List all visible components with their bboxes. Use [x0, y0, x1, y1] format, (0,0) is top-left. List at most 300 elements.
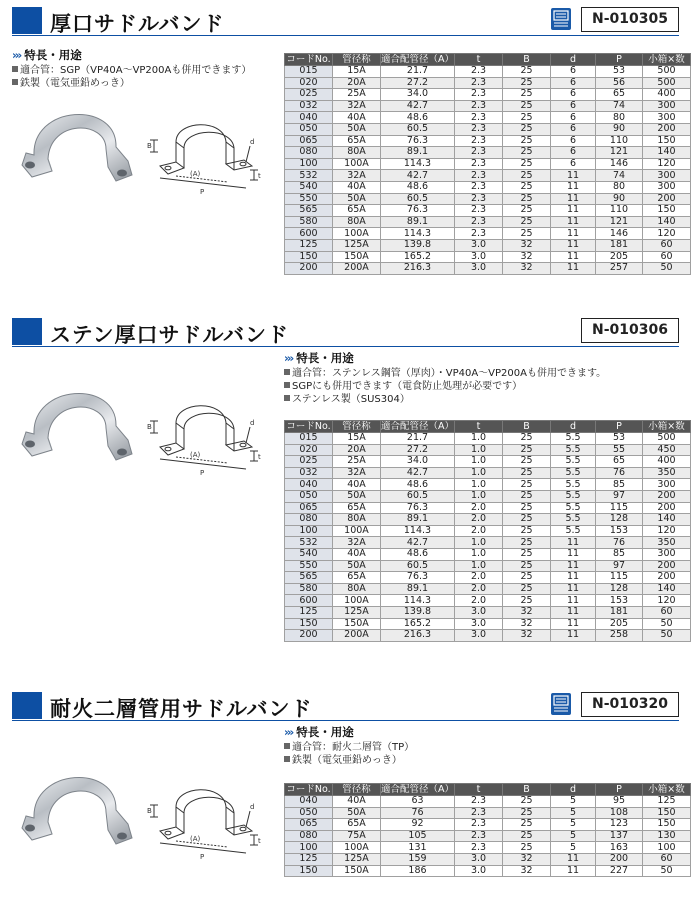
code-cell: 050 — [285, 490, 333, 502]
code-cell: 065 — [285, 819, 333, 831]
code-cell: 532 — [285, 170, 333, 182]
bullet-square-icon — [284, 395, 290, 401]
code-cell: 025 — [285, 89, 333, 101]
table-cell: 32A — [333, 467, 381, 479]
dimension-diagram — [146, 112, 264, 206]
table-cell: 25 — [503, 444, 551, 456]
table-row — [285, 618, 691, 630]
table-cell: 50 — [643, 865, 691, 877]
table-cell: 11 — [551, 865, 596, 877]
table-row — [285, 537, 691, 549]
code-cell: 040 — [285, 479, 333, 491]
table-cell: 11 — [551, 216, 596, 228]
table-cell: 11 — [551, 853, 596, 865]
table-cell: 48.6 — [381, 479, 455, 491]
code-cell: 025 — [285, 456, 333, 468]
table-cell: 40A — [333, 796, 381, 808]
code-cell: 080 — [285, 830, 333, 842]
certification-mark-icon — [551, 8, 571, 30]
table-cell: 63 — [381, 796, 455, 808]
table-cell: 11 — [551, 239, 596, 251]
table-cell: 11 — [551, 595, 596, 607]
table-cell: 100A — [333, 842, 381, 854]
table-cell: 137 — [596, 830, 643, 842]
table-cell: 2.3 — [455, 135, 503, 147]
table-cell: 65A — [333, 819, 381, 831]
table-row — [285, 251, 691, 263]
chevron-right-icon: ››› — [12, 48, 21, 62]
table-cell: 121 — [596, 147, 643, 159]
feature-item — [12, 64, 251, 77]
table-cell: 25 — [503, 205, 551, 217]
code-cell: 040 — [285, 112, 333, 124]
table-cell: 55 — [596, 444, 643, 456]
title-accent-bar — [12, 692, 42, 719]
product-section — [0, 692, 691, 876]
table-cell: 76 — [381, 807, 455, 819]
table-row — [285, 433, 691, 445]
table-cell: 50A — [333, 560, 381, 572]
table-cell: 80A — [333, 147, 381, 159]
product-code: N-010305 — [581, 7, 679, 32]
table-cell: 120 — [643, 525, 691, 537]
table-cell: 25A — [333, 456, 381, 468]
table-cell: 2.3 — [455, 842, 503, 854]
table-cell: 89.1 — [381, 147, 455, 159]
column-header: t — [455, 421, 503, 433]
table-cell: 11 — [551, 548, 596, 560]
table-cell: 76 — [596, 467, 643, 479]
dim-label-d: d — [250, 138, 255, 146]
feature-text: 鉄製（電気亜鉛めっき） — [20, 78, 130, 89]
dim-label-p: P — [200, 469, 205, 477]
table-cell: 60 — [643, 606, 691, 618]
table-cell: 128 — [596, 583, 643, 595]
column-header: 小箱×数 — [643, 784, 691, 796]
table-cell: 2.3 — [455, 100, 503, 112]
table-cell: 11 — [551, 181, 596, 193]
table-cell: 90 — [596, 123, 643, 135]
feature-text: 適合管：耐火二層管（TP） — [292, 742, 415, 753]
table-cell: 25 — [503, 807, 551, 819]
table-row — [285, 216, 691, 228]
table-cell: 32 — [503, 606, 551, 618]
table-cell: 92 — [381, 819, 455, 831]
code-cell: 125 — [285, 239, 333, 251]
table-row — [285, 263, 691, 275]
table-row — [285, 444, 691, 456]
table-cell: 11 — [551, 263, 596, 275]
table-cell: 300 — [643, 170, 691, 182]
table-row — [285, 147, 691, 159]
product-photo — [12, 748, 142, 862]
table-cell: 125A — [333, 239, 381, 251]
table-cell: 5 — [551, 796, 596, 808]
section-title: 耐火二層管用サドルバンド — [50, 697, 313, 721]
table-cell: 2.3 — [455, 830, 503, 842]
table-cell: 120 — [643, 595, 691, 607]
table-row — [285, 560, 691, 572]
table-cell: 2.0 — [455, 525, 503, 537]
table-cell: 65 — [596, 89, 643, 101]
code-cell: 125 — [285, 853, 333, 865]
table-cell: 125A — [333, 853, 381, 865]
table-cell: 85 — [596, 479, 643, 491]
table-cell: 32 — [503, 251, 551, 263]
table-row — [285, 572, 691, 584]
column-header: コードNo. — [286, 784, 331, 795]
table-cell: 100A — [333, 228, 381, 240]
table-cell: 50A — [333, 490, 381, 502]
feature-list — [284, 726, 414, 767]
table-cell: 1.0 — [455, 467, 503, 479]
code-cell: 065 — [285, 502, 333, 514]
table-row — [285, 77, 691, 89]
table-cell: 34.0 — [381, 456, 455, 468]
table-cell: 25 — [503, 467, 551, 479]
table-row — [285, 205, 691, 217]
bullet-square-icon — [284, 743, 290, 749]
table-cell: 200 — [643, 123, 691, 135]
section-header — [12, 7, 679, 37]
table-cell: 11 — [551, 618, 596, 630]
table-cell: 150 — [643, 135, 691, 147]
table-cell: 25 — [503, 228, 551, 240]
column-header: B — [503, 784, 551, 796]
table-cell: 300 — [643, 548, 691, 560]
table-cell: 1.0 — [455, 479, 503, 491]
table-cell: 3.0 — [455, 865, 503, 877]
table-cell: 80A — [333, 216, 381, 228]
feature-heading-label: 特長・用途 — [296, 725, 354, 739]
dim-label-d: d — [250, 803, 255, 811]
table-cell: 205 — [596, 618, 643, 630]
code-cell: 150 — [285, 618, 333, 630]
feature-item — [284, 393, 606, 406]
column-header: B — [503, 421, 551, 433]
table-cell: 350 — [643, 467, 691, 479]
table-cell: 2.0 — [455, 595, 503, 607]
column-header: コードNo. — [286, 54, 331, 65]
code-cell: 550 — [285, 560, 333, 572]
table-cell: 5.5 — [551, 433, 596, 445]
table-cell: 80 — [596, 112, 643, 124]
table-cell: 32A — [333, 100, 381, 112]
table-cell: 50A — [333, 123, 381, 135]
table-cell: 159 — [381, 853, 455, 865]
table-cell: 6 — [551, 147, 596, 159]
table-cell: 200 — [643, 490, 691, 502]
bullet-square-icon — [284, 369, 290, 375]
table-row — [285, 502, 691, 514]
table-cell: 6 — [551, 66, 596, 78]
table-cell: 139.8 — [381, 239, 455, 251]
column-header: 適合配管径（A） — [381, 54, 454, 65]
table-row — [285, 842, 691, 854]
table-cell: 200 — [643, 193, 691, 205]
table-cell: 48.6 — [381, 548, 455, 560]
table-cell: 2.3 — [455, 205, 503, 217]
table-cell: 258 — [596, 630, 643, 642]
table-cell: 150 — [643, 205, 691, 217]
table-header-row — [285, 54, 691, 66]
code-cell: 580 — [285, 216, 333, 228]
feature-text: SGPにも併用できます（電食防止処理が必要です） — [292, 381, 523, 392]
dim-label-t: t — [258, 453, 261, 461]
table-cell: 65A — [333, 205, 381, 217]
table-cell: 5.5 — [551, 456, 596, 468]
table-cell: 27.2 — [381, 77, 455, 89]
table-cell: 65A — [333, 135, 381, 147]
table-row — [285, 796, 691, 808]
column-header: d — [551, 421, 596, 433]
table-cell: 114.3 — [381, 525, 455, 537]
table-cell: 11 — [551, 606, 596, 618]
table-row — [285, 123, 691, 135]
table-cell: 6 — [551, 135, 596, 147]
table-cell: 5.5 — [551, 467, 596, 479]
table-cell: 11 — [551, 537, 596, 549]
table-cell: 25 — [503, 158, 551, 170]
table-cell: 25 — [503, 112, 551, 124]
table-header-row — [285, 784, 691, 796]
table-cell: 500 — [643, 433, 691, 445]
code-cell: 565 — [285, 572, 333, 584]
table-cell: 3.0 — [455, 618, 503, 630]
code-cell: 080 — [285, 147, 333, 159]
table-cell: 2.3 — [455, 158, 503, 170]
table-cell: 300 — [643, 100, 691, 112]
table-header-row — [285, 421, 691, 433]
code-cell: 540 — [285, 181, 333, 193]
table-cell: 186 — [381, 865, 455, 877]
table-cell: 3.0 — [455, 853, 503, 865]
code-cell: 020 — [285, 444, 333, 456]
code-cell: 600 — [285, 595, 333, 607]
table-cell: 1.0 — [455, 490, 503, 502]
table-cell: 2.3 — [455, 112, 503, 124]
table-cell: 65A — [333, 572, 381, 584]
table-cell: 400 — [643, 456, 691, 468]
table-cell: 450 — [643, 444, 691, 456]
table-cell: 11 — [551, 583, 596, 595]
code-cell: 050 — [285, 807, 333, 819]
section-title: 厚口サドルバンド — [50, 12, 225, 36]
table-cell: 32 — [503, 853, 551, 865]
table-cell: 60 — [643, 239, 691, 251]
table-cell: 53 — [596, 66, 643, 78]
table-row — [285, 595, 691, 607]
table-cell: 150A — [333, 251, 381, 263]
table-cell: 150 — [643, 819, 691, 831]
table-row — [285, 490, 691, 502]
feature-heading-label: 特長・用途 — [24, 48, 82, 62]
table-cell: 150A — [333, 618, 381, 630]
table-cell: 200 — [643, 572, 691, 584]
feature-item — [284, 380, 606, 393]
code-cell: 100 — [285, 525, 333, 537]
table-cell: 89.1 — [381, 216, 455, 228]
table-cell: 65A — [333, 502, 381, 514]
table-row — [285, 100, 691, 112]
table-cell: 139.8 — [381, 606, 455, 618]
table-cell: 163 — [596, 842, 643, 854]
table-cell: 25 — [503, 796, 551, 808]
column-header: B — [503, 54, 551, 66]
product-section — [0, 318, 691, 641]
table-cell: 76.3 — [381, 572, 455, 584]
table-cell: 5.5 — [551, 525, 596, 537]
feature-text: 適合管：SGP（VP40A～VP200Aも併用できます） — [20, 65, 252, 76]
table-cell: 6 — [551, 89, 596, 101]
feature-heading — [12, 49, 251, 62]
table-cell: 205 — [596, 251, 643, 263]
table-cell: 120 — [643, 228, 691, 240]
table-cell: 2.0 — [455, 583, 503, 595]
table-cell: 2.3 — [455, 77, 503, 89]
table-row — [285, 228, 691, 240]
table-cell: 114.3 — [381, 158, 455, 170]
certification-mark-icon — [551, 693, 571, 715]
table-cell: 40A — [333, 112, 381, 124]
table-cell: 21.7 — [381, 433, 455, 445]
table-cell: 25 — [503, 830, 551, 842]
code-cell: 540 — [285, 548, 333, 560]
table-cell: 110 — [596, 205, 643, 217]
code-cell: 565 — [285, 205, 333, 217]
table-cell: 300 — [643, 112, 691, 124]
table-cell: 108 — [596, 807, 643, 819]
dim-label-a: (A) — [190, 451, 201, 459]
table-cell: 32A — [333, 170, 381, 182]
table-cell: 25 — [503, 100, 551, 112]
section-header — [12, 692, 679, 722]
table-cell: 5 — [551, 807, 596, 819]
table-cell: 3.0 — [455, 630, 503, 642]
table-cell: 100A — [333, 158, 381, 170]
table-row — [285, 135, 691, 147]
feature-list — [12, 49, 251, 90]
product-photo — [12, 364, 142, 478]
table-cell: 125A — [333, 606, 381, 618]
table-row — [285, 112, 691, 124]
chevron-right-icon: ››› — [284, 351, 293, 365]
table-cell: 20A — [333, 444, 381, 456]
table-cell: 25 — [503, 572, 551, 584]
table-cell: 200 — [596, 853, 643, 865]
table-cell: 2.3 — [455, 181, 503, 193]
table-row — [285, 606, 691, 618]
table-cell: 34.0 — [381, 89, 455, 101]
table-cell: 42.7 — [381, 537, 455, 549]
code-cell: 040 — [285, 796, 333, 808]
table-cell: 90 — [596, 193, 643, 205]
table-cell: 11 — [551, 228, 596, 240]
table-cell: 42.7 — [381, 170, 455, 182]
table-cell: 25 — [503, 595, 551, 607]
table-cell: 32 — [503, 239, 551, 251]
table-cell: 15A — [333, 433, 381, 445]
column-header: 小箱×数 — [643, 54, 691, 66]
table-cell: 50A — [333, 807, 381, 819]
table-cell: 97 — [596, 490, 643, 502]
dim-label-d: d — [250, 419, 255, 427]
table-cell: 140 — [643, 514, 691, 526]
table-cell: 25 — [503, 456, 551, 468]
table-cell: 85 — [596, 548, 643, 560]
code-cell: 200 — [285, 630, 333, 642]
table-cell: 5 — [551, 819, 596, 831]
table-cell: 60.5 — [381, 560, 455, 572]
feature-item — [284, 754, 414, 767]
table-cell: 11 — [551, 170, 596, 182]
table-cell: 80A — [333, 583, 381, 595]
dimension-diagram — [146, 393, 264, 487]
table-cell: 25 — [503, 502, 551, 514]
table-row — [285, 467, 691, 479]
table-cell: 6 — [551, 123, 596, 135]
table-cell: 32 — [503, 865, 551, 877]
dim-label-p: P — [200, 188, 205, 196]
title-accent-bar — [12, 318, 42, 345]
feature-text: 鉄製（電気亜鉛めっき） — [292, 755, 402, 766]
table-row — [285, 853, 691, 865]
table-cell: 53 — [596, 433, 643, 445]
table-cell: 110 — [596, 135, 643, 147]
table-cell: 32A — [333, 537, 381, 549]
column-header: t — [455, 784, 503, 796]
table-cell: 146 — [596, 228, 643, 240]
table-row — [285, 807, 691, 819]
table-cell: 20A — [333, 77, 381, 89]
table-cell: 123 — [596, 819, 643, 831]
table-cell: 25 — [503, 537, 551, 549]
table-cell: 257 — [596, 263, 643, 275]
table-cell: 27.2 — [381, 444, 455, 456]
table-cell: 140 — [643, 216, 691, 228]
spec-table — [284, 53, 691, 275]
table-cell: 2.3 — [455, 89, 503, 101]
table-cell: 5.5 — [551, 490, 596, 502]
feature-text: 適合管：ステンレス鋼管（厚肉）・VP40A～VP200Aも併用できます。 — [292, 368, 607, 379]
bullet-square-icon — [284, 382, 290, 388]
code-cell: 150 — [285, 865, 333, 877]
table-row — [285, 66, 691, 78]
table-cell: 216.3 — [381, 630, 455, 642]
table-cell: 5.5 — [551, 479, 596, 491]
table-cell: 40A — [333, 181, 381, 193]
code-cell: 020 — [285, 77, 333, 89]
section-title: ステン厚口サドルバンド — [50, 323, 290, 347]
table-cell: 25 — [503, 490, 551, 502]
table-cell: 60.5 — [381, 193, 455, 205]
table-row — [285, 865, 691, 877]
table-row — [285, 89, 691, 101]
table-cell: 300 — [643, 181, 691, 193]
table-cell: 146 — [596, 158, 643, 170]
title-underline — [12, 35, 679, 36]
table-cell: 25 — [503, 560, 551, 572]
table-cell: 3.0 — [455, 251, 503, 263]
table-cell: 300 — [643, 479, 691, 491]
table-row — [285, 456, 691, 468]
table-cell: 1.0 — [455, 433, 503, 445]
table-cell: 50 — [643, 630, 691, 642]
product-section — [0, 7, 691, 274]
table-cell: 48.6 — [381, 112, 455, 124]
table-cell: 50 — [643, 618, 691, 630]
table-cell: 165.2 — [381, 618, 455, 630]
